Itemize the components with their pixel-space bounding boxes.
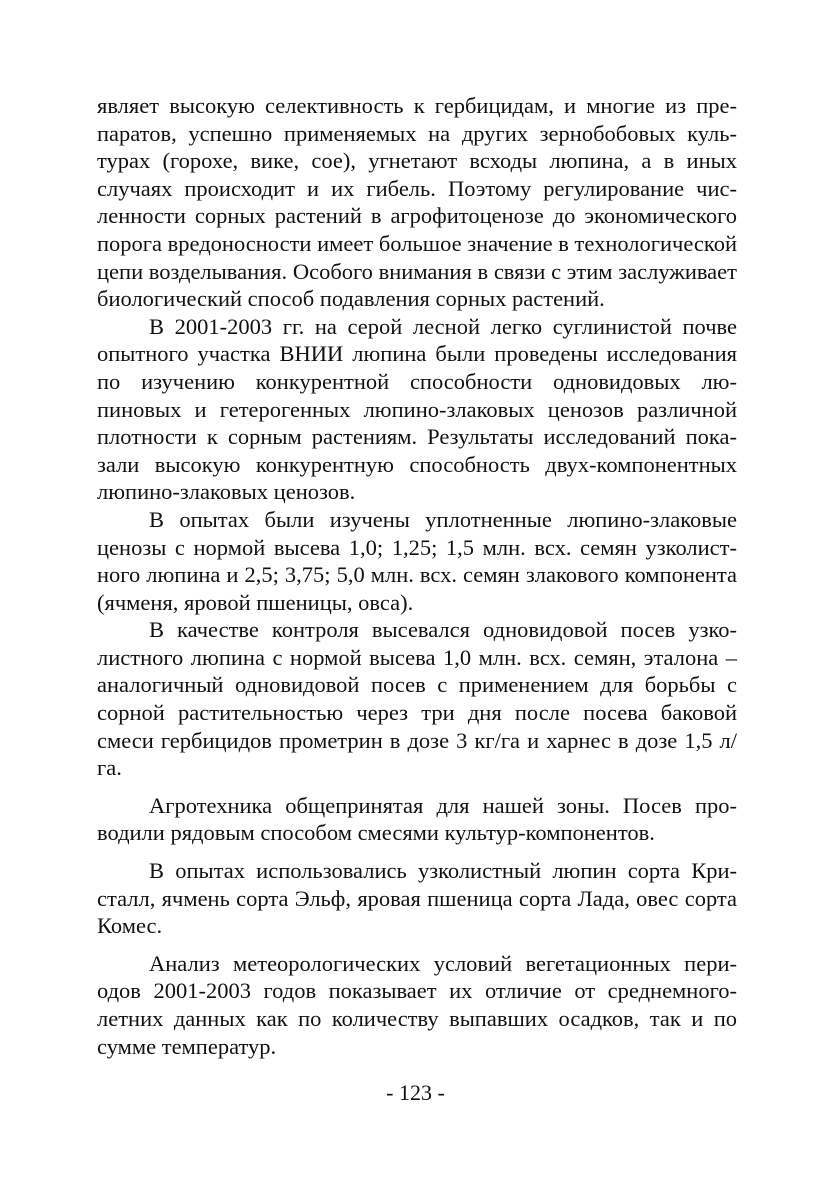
- page-body: [97, 92, 737, 1060]
- paragraph-3: В опытах были изучены уплотненные люпино-злаковые ценозы с нормой высева 1,0; 1,25; 1,5 млн. всх. семян узколистного люпина и 2,5; 3,75; 5,0 млн. всх. семян злакового компонента (ячменя, яровой пшеницы, овса).: [97, 506, 737, 615]
- paragraph-1: являет высокую селективность к гербицидам, и многие из препаратов, успешно применяемых на других зернобобовых культурах (горохе, вике, сое), угнетают всходы люпина, а в иных случаях происходит и их гибель. Поэтому регулирование численности сорных растений в агрофитоценозе до экономического порога вредоносности имеет большое значение в технологической цепи возделывания. Особого внимания в связи с этим заслуживает биологический способ подавления сорных растений.: [97, 93, 737, 312]
- paragraph-5: Агротехника общепринятая для нашей зоны. Посев проводили рядовым способом смесями культур-компонентов.: [97, 792, 737, 846]
- paragraph-2: В 2001-2003 гг. на серой лесной легко суглинистой почве опытного участка ВНИИ люпина были проведены исследования по изучению конкурентной способности одновидовых люпиновых и гетерогенных люпино-злаковых ценозов различной плотности к сорным растениям. Результаты исследований показали высокую конкурентную способность двух-компонентных люпино-злаковых ценозов.: [97, 313, 737, 505]
- paragraph-7: Анализ метеорологических условий вегетационных периодов 2001-2003 годов показывает их отличие от среднемноголетних данных как по количеству выпавших осадков, так и по сумме температур.: [97, 950, 737, 1059]
- paragraph-6: В опытах использовались узколистный люпин сорта Кристалл, ячмень сорта Эльф, яровая пшеница сорта Лада, овес сорта Комес.: [97, 858, 737, 939]
- paragraph-4: В качестве контроля высевался одновидовой посев узколистного люпина с нормой высева 1,0 млн. всх. семян, эталона – аналогичный одновидовой посев с применением для борьбы с сорной растительностью через три дня после посева баковой смеси гербицидов прометрин в дозе 3 кг/га и харнес в дозе 1,5 л/га.: [97, 617, 737, 781]
- page-number: - 123 -: [386, 1080, 445, 1105]
